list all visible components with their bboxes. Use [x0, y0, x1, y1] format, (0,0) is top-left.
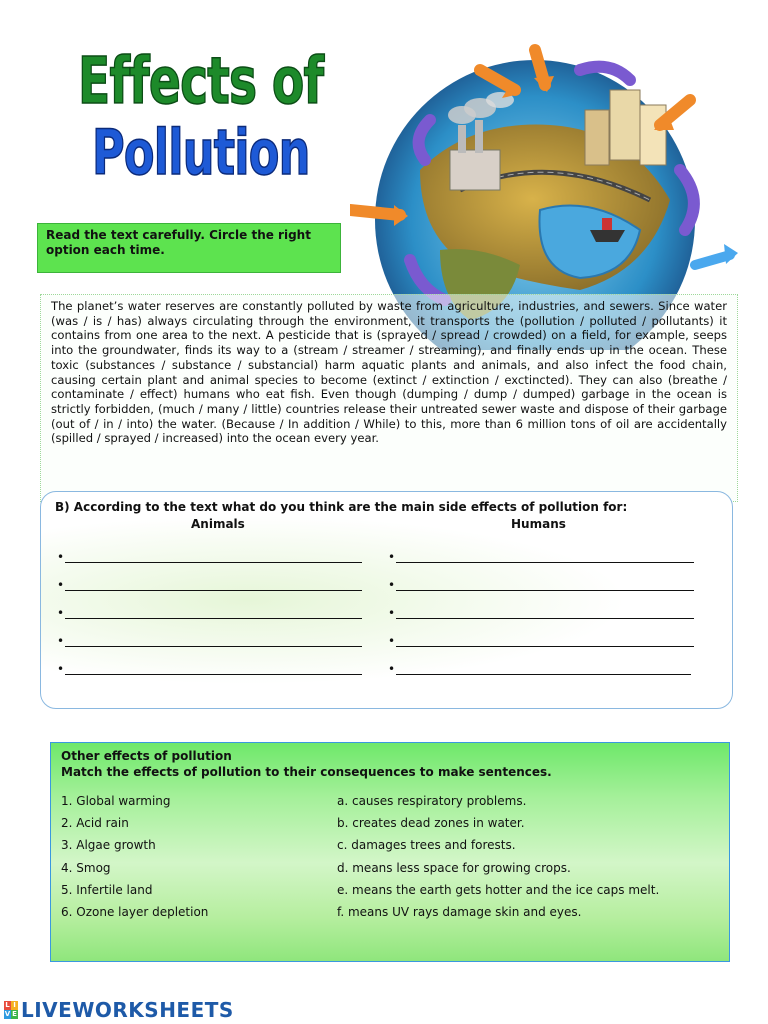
effect-item[interactable]: 6. Ozone layer depletion [61, 905, 209, 919]
brand-text: LIVEWORKSHEETS [21, 998, 234, 1022]
liveworksheets-logo[interactable] [4, 998, 234, 1022]
effect-item[interactable]: 5. Infertile land [61, 883, 153, 897]
humans-answer-line[interactable]: • [388, 635, 694, 649]
humans-answer-line[interactable]: • [388, 663, 691, 677]
effect-item[interactable]: 1. Global warming [61, 794, 171, 808]
consequence-item[interactable]: f. means UV rays damage skin and eyes. [337, 905, 582, 919]
matching-instruction: Match the effects of pollution to their consequences to make sentences. [61, 765, 552, 779]
humans-column-heading: Humans [511, 517, 566, 531]
effect-item[interactable]: 3. Algae growth [61, 838, 156, 852]
matching-exercise-box [50, 742, 730, 962]
consequence-item[interactable]: e. means the earth gets hotter and the ice caps melt. [337, 883, 660, 897]
animals-answer-line[interactable]: • [57, 635, 362, 649]
humans-answer-line[interactable]: • [388, 551, 694, 565]
animals-answer-line[interactable]: • [57, 607, 362, 621]
liveworksheets-logo-icon: L I V E [4, 1001, 17, 1018]
animals-answer-line[interactable]: • [57, 551, 362, 565]
matching-heading: Other effects of pollution [61, 749, 232, 763]
animals-answer-line[interactable]: • [57, 663, 362, 677]
section-b-box [40, 491, 733, 709]
consequence-item[interactable]: c. damages trees and forests. [337, 838, 516, 852]
consequence-item[interactable]: d. means less space for growing crops. [337, 861, 571, 875]
title-line-1: Effects of [78, 45, 324, 119]
animals-answer-line[interactable]: • [57, 579, 362, 593]
title-line-2: Pollution [92, 116, 310, 189]
effect-item[interactable]: 2. Acid rain [61, 816, 129, 830]
effect-item[interactable]: 4. Smog [61, 861, 111, 875]
section-b-question: B) According to the text what do you think are the main side effects of pollution for: [55, 500, 628, 514]
humans-answer-line[interactable]: • [388, 579, 694, 593]
consequence-item[interactable]: a. causes respiratory problems. [337, 794, 527, 808]
animals-column-heading: Animals [191, 517, 245, 531]
instructions-box: Read the text carefully. Circle the right option each time. [37, 223, 341, 273]
reading-passage: The planet’s water reserves are constantly polluted by waste from agriculture, industries, and sewers. Since water (was / is / has) always circulating through the environment, it transports the (pollution / polluted / pollutants) it contains from one area to the next. A pesticide that is (sprayed / spread / crowded) on a field, for example, seeps into the groundwater, finds its way to a (stream / streamer / streaming), and finally ends up in the ocean. These toxic (substances / substance / substancial) harm aquatic plants and animals, and also infect the food chain, causing certain plant and animal species to become (extinct / extinction / exctincted). They can also (breathe / contaminate / effect) humans who eat fish. Even though (dumping / dump / dumped) garbage in the ocean is strictly forbidden, (much / many / little) countries release their untreated sewer waste and dispose of their garbage (out of / in / into) the water. (Because / In addition / While) to this, more than 6 million tons of oil are accidentally (spilled / sprayed / increased) into the ocean every year. [40, 294, 738, 502]
humans-answer-line[interactable]: • [388, 607, 694, 621]
consequence-item[interactable]: b. creates dead zones in water. [337, 816, 525, 830]
